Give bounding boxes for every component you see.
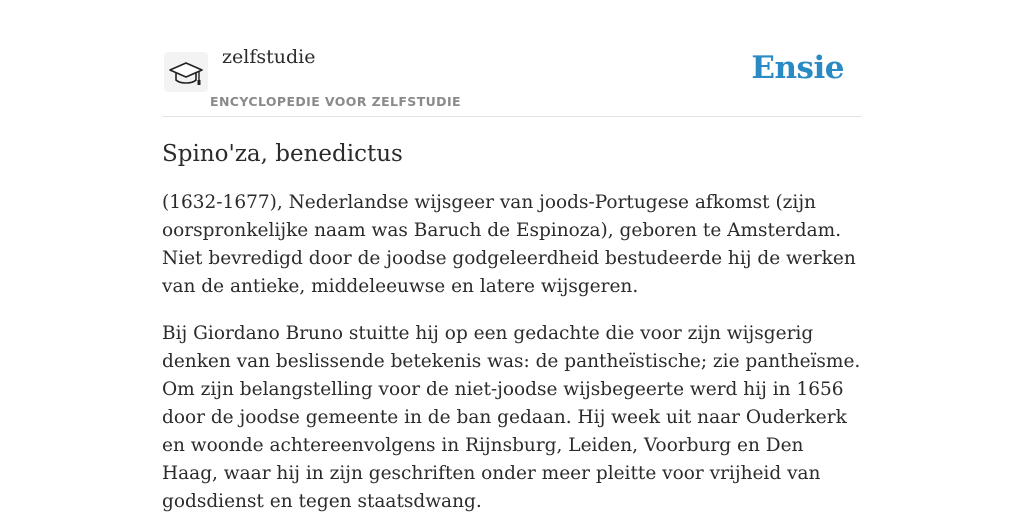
site-tagline: ENCYCLOPEDIE VOOR ZELFSTUDIE	[210, 94, 461, 109]
article-paragraph: Bij Giordano Bruno stuitte hij op een gedachte die voor zijn wijsgerig denken van beslissende betekenis was: de pantheïstische; zie pantheïsme. Om zijn belangstelling voor de niet-joodse wijsbegeerte werd hij in 1656 door de joodse gemeente in de ban gedaan. Hij week uit naar Ouderkerk en woonde achtereenvolgens in Rijnsburg, Leiden, Voorburg en Den Haag, waar hij in zijn geschriften onder meer pleitte voor vrijheid van godsdienst en tegen staatsdwang.	[162, 323, 861, 512]
site-name-link[interactable]: zelfstudie	[222, 46, 316, 68]
article-paragraph: (1632-1677), Nederlandse wijsgeer van joods-Portugese afkomst (zijn oorspronkelijke naam was Baruch de Espinoza), geboren te Amsterdam. Niet bevredigd door de joodse godgeleerdheid bestudeerde hij de werken van de antieke, middeleeuwse en latere wijsgeren.	[162, 192, 856, 297]
ensie-logo-link[interactable]: Ensie	[751, 50, 844, 86]
graduation-cap-icon[interactable]	[164, 52, 208, 92]
article-title: Spino'za, benedictus	[162, 141, 403, 167]
site-header	[162, 38, 862, 117]
article	[162, 138, 862, 512]
